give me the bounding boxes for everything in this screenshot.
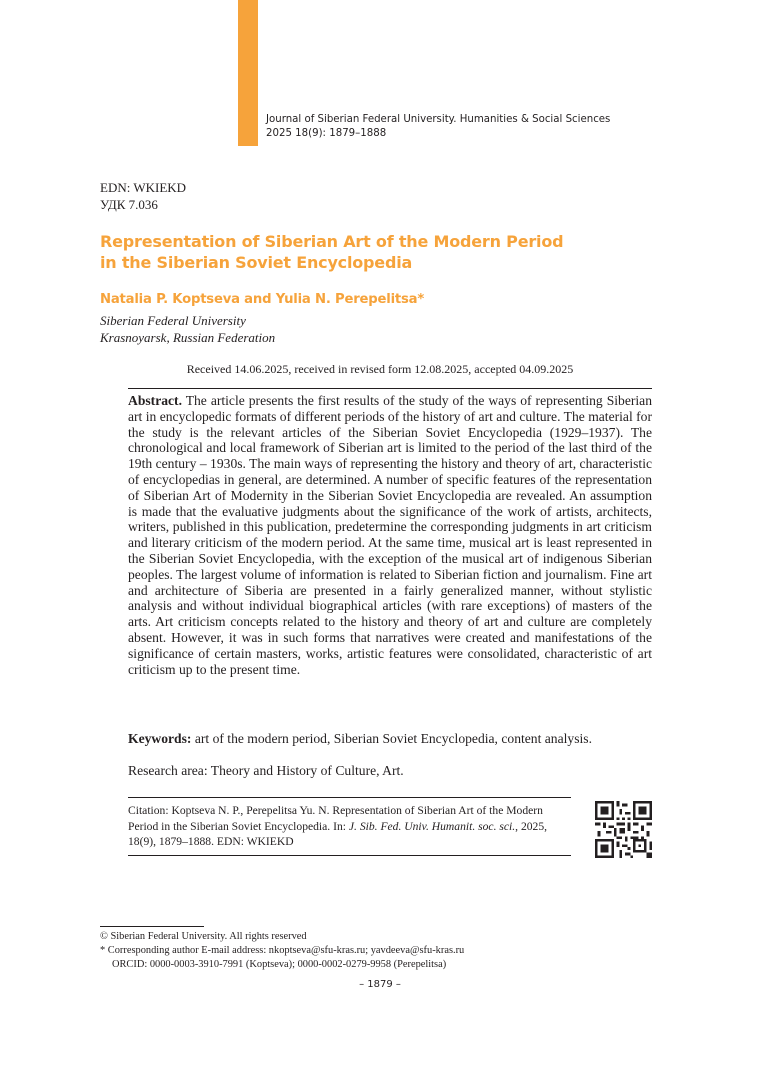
keywords-label: Keywords:: [128, 731, 192, 746]
citation-top-rule: [128, 797, 571, 798]
page-number: – 1879 –: [359, 979, 401, 990]
research-area: Research area: Theory and History of Culture, Art.: [128, 763, 404, 778]
udk-code: УДК 7.036: [100, 197, 158, 212]
footnote-rule: [100, 926, 204, 927]
journal-volume: 2025 18(9): 1879–1888: [266, 128, 387, 139]
footnotes: [100, 930, 660, 972]
citation-bottom-rule: [128, 855, 571, 856]
abstract: [128, 393, 652, 677]
citation-journal: J. Sib. Fed. Univ. Humanit. soc. sci.: [348, 819, 516, 833]
abstract-label: Abstract.: [128, 393, 182, 408]
article-title: [100, 231, 620, 273]
received-dates: Received 14.06.2025, received in revised form 12.08.2025, accepted 04.09.2025: [186, 362, 574, 376]
citation: [128, 803, 576, 850]
title-line-1: Representation of Siberian Art of the Modern Period: [100, 232, 564, 251]
journal-header: [266, 113, 610, 141]
journal-name: Journal of Siberian Federal University. Humanities & Social Sciences: [266, 114, 611, 125]
abstract-text: The article presents the first results of the study of the ways of representing Siberian art in encyclopedic formats of different periods of the history of art and culture. The material for the study is the relevant articles of the Siberian Soviet Encyclopedia (1929–1937). The chronological and local framework of Siberian art is limited to the period of the last third of the 19th century – 1930s. The main ways of representing the history and theory of art, characteristic of encyclopedias in general, are determined. A number of specific features of the representation of Siberian Art of Modernity in the Siberian Soviet Encyclopedia are revealed. An assumption is made that the evaluative judgments about the significance of the work of artists, architects, writers, published in this publication, predetermine the corresponding judgments in art criticism and literary criticism of the modern period. At the same time, musical art is least represented in the Siberian Soviet Encyclopedia, with the exception of the musical art of indigenous Siberian peoples. The largest volume of information is related to Siberian fiction and journalism. Fine art and architecture of Siberia are presented in a fairly generalized manner, without stylistic analysis and without individual biographical articles (with rare exceptions) of masters of the arts. Art criticism concepts related to the history and theory of art and culture are completely absent. However, it was in such forms that narratives were created and manifestations of the significance of certain masters, works, artistic features were consolidated, characteristic of art criticism up to the present time.: [128, 393, 652, 677]
corresponding-author: * Corresponding author E-mail address: nkoptseva@sfu-kras.ru; yavdeeva@sfu-kras.ru: [100, 945, 465, 956]
keywords: [128, 731, 652, 747]
affiliation-location: Krasnoyarsk, Russian Federation: [100, 330, 276, 345]
keywords-text: art of the modern period, Siberian Soviet Encyclopedia, content analysis.: [191, 731, 592, 746]
title-line-2: in the Siberian Soviet Encyclopedia: [100, 253, 413, 272]
abstract-top-rule: [128, 388, 652, 389]
identifiers: [100, 179, 186, 213]
affiliation: [100, 312, 275, 346]
orcid-line: ORCID: 0000-0003-3910-7991 (Koptseva); 0000-0002-0279-9958 (Perepelitsa): [112, 959, 447, 970]
citation-text-end: , 2025, 18(9), 1879–1888. EDN: WKIEKD: [128, 819, 548, 849]
affiliation-university: Siberian Federal University: [100, 313, 246, 328]
copyright-notice: © Siberian Federal University. All rights reserved: [100, 931, 307, 942]
header-accent-bar: [238, 0, 258, 146]
edn-code: EDN: WKIEKD: [100, 180, 187, 195]
qr-code-icon: [595, 801, 652, 858]
authors: Natalia P. Koptseva and Yulia N. Perepelitsa*: [100, 292, 425, 307]
citation-text: Citation: Koptseva N. P., Perepelitsa Yu. N. Representation of Siberian Art of the Modern Period in the Siberian Soviet Encyclopedia. In:: [128, 804, 543, 833]
